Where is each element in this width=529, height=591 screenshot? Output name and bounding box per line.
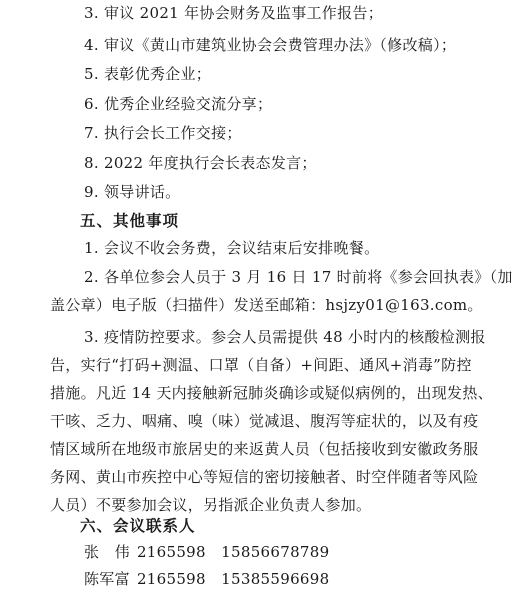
agenda-item-5: 5. 表彰优秀企业； xyxy=(84,65,212,83)
section-heading-contacts: 六、会议联系人 xyxy=(80,517,196,535)
other-item-2-line-1: 2. 各单位参会人员于 3 月 16 日 17 时前将《参会回执表》（加 xyxy=(84,268,513,286)
agenda-item-4: 4. 审议《黄山市建筑业协会会费管理办法》（修改稿）； xyxy=(84,36,457,54)
other-item-3-line-2: 告，实行“打码+测温、口罩（自备）+间距、通风+消毒”防控 xyxy=(50,356,472,374)
contact-row-1: 张 伟 2165598 15856678789 xyxy=(84,543,330,561)
contact-row-2: 陈军富 2165598 15385596698 xyxy=(84,570,330,588)
agenda-item-7: 7. 执行会长工作交接； xyxy=(84,124,242,142)
other-item-3-line-5: 情区域所在地级市旅居史的来返黄人员（包括接收到安徽政务服 xyxy=(50,440,479,458)
other-item-3-line-6: 务网、黄山市疾控中心等短信的密切接触者、时空伴随者等风险 xyxy=(50,468,479,486)
agenda-item-6: 6. 优秀企业经验交流分享； xyxy=(84,95,273,113)
other-item-3-line-3: 措施。凡近 14 天内接触新冠肺炎确诊或疑似病例的，出现发热、 xyxy=(50,384,493,402)
other-item-3-line-7: 人员）不要参加会议，另指派企业负责人参加。 xyxy=(50,496,372,514)
agenda-item-3: 3. 审议 2021 年协会财务及监事工作报告； xyxy=(84,4,383,22)
agenda-item-9: 9. 领导讲话。 xyxy=(84,183,181,201)
other-item-1: 1. 会议不收会务费，会议结束后安排晚餐。 xyxy=(84,239,380,257)
other-item-2-line-2: 盖公章）电子版（扫描件）发送至邮箱：hsjzy01@163.com。 xyxy=(50,296,483,314)
section-heading-other: 五、其他事项 xyxy=(80,212,180,230)
other-item-3-line-4: 干咳、乏力、咽痛、嗅（味）觉减退、腹泻等症状的，以及有疫 xyxy=(50,412,479,430)
agenda-item-8: 8. 2022 年度执行会长表态发言； xyxy=(84,154,317,172)
other-item-3-line-1: 3. 疫情防控要求。参会人员需提供 48 小时内的核酸检测报 xyxy=(84,328,486,346)
